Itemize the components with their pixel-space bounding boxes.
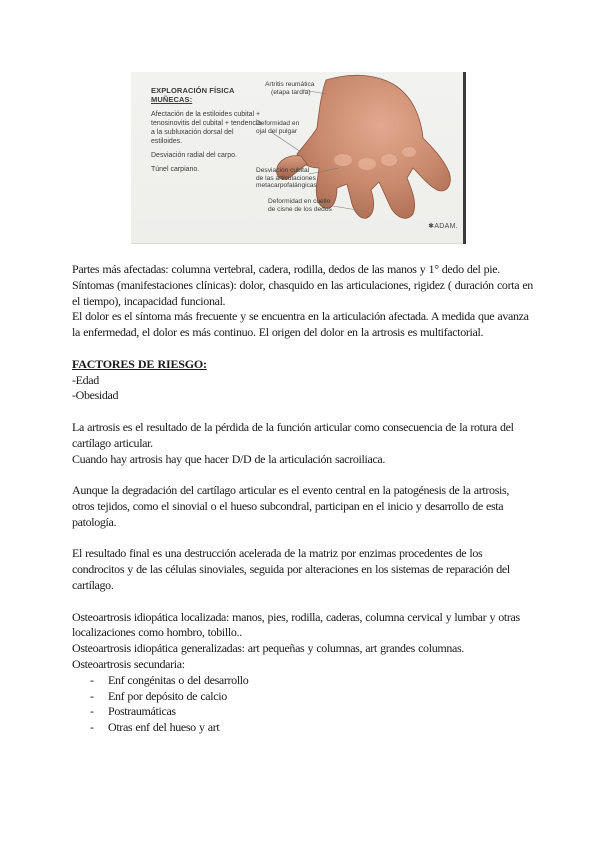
list-item <box>72 704 534 720</box>
label-line: Artritis reumática <box>265 81 315 88</box>
label-line: Deformidad en <box>256 120 300 127</box>
spacer <box>72 594 534 610</box>
risk-item-obesidad: -Obesidad <box>72 388 119 403</box>
list-item <box>72 720 534 736</box>
knuckle <box>334 154 352 166</box>
paragraph-degradacion: Aunque la degradación del cartílago articular es el evento central en la patogénesis de la artrosis, otros tejidos, como el sinovial o el hueso subcondral, participan en el inicio y desarrollo de esta patología. <box>72 483 509 529</box>
spacer <box>72 531 534 547</box>
logo-text: ADAM. <box>434 223 458 230</box>
label-desviacion <box>256 167 317 190</box>
label-ojal <box>256 120 299 135</box>
hand-figure <box>131 72 466 244</box>
knuckle <box>381 154 397 166</box>
knuckle <box>358 158 376 170</box>
figure-caption-item: Túnel carpiano. <box>151 166 200 173</box>
logo-mark-icon: ✱ <box>428 223 435 230</box>
paragraph-partes: Partes más afectadas: columna vertebral, cadera, rodilla, dedos de las manos y 1° dedo del pie. <box>72 262 500 276</box>
paragraph-localizada: Osteoartrosis idiopática localizada: manos, pies, rodilla, caderas, columna cervical y lumbar y otras localizaciones como hombro, tobillo.. <box>72 609 520 640</box>
paragraph-secundaria: Osteoartrosis secundaria: <box>72 656 185 671</box>
dash-mark: - <box>90 704 94 719</box>
list-item-text: Enf por depósito de calcio <box>108 688 227 703</box>
pointer-line <box>271 132 301 152</box>
dash-mark: - <box>90 720 94 735</box>
label-line: Deformidad en cuello <box>268 198 331 205</box>
paragraph-generalizadas: Osteoartrosis idiopática generalizadas: art pequeñas y columnas, art grandes columnas. <box>72 641 464 656</box>
list-item <box>72 689 534 705</box>
spacer <box>72 404 534 420</box>
list-item-text: Enf congénitas o del desarrollo <box>108 672 249 687</box>
label-line: de las articulaciones <box>256 174 316 182</box>
figure-caption-item: Afectación de la estiloides cubital + tenosinovitis del cubital + tendencia a la subluxación dorsal del estiloides. <box>151 111 262 145</box>
figure-title-line2: MUÑECAS: <box>151 95 193 104</box>
hand-illustration <box>131 72 466 244</box>
risk-item-edad: -Edad <box>72 372 99 387</box>
document-body <box>72 262 534 736</box>
label-line: ojal del pulgar <box>256 127 298 135</box>
paragraph-dolor: El dolor es el síntoma más frecuente y se encuentra en la articulación afectada. A medida que avanza la enfermedad, el dolor es más continuo. El origen del dolor en la artrosis es multifactorial. <box>72 309 529 340</box>
paragraph-sintomas: Síntomas (manifestaciones clínicas): dolor, chasquido en las articulaciones, rigidez ( duración corta en el tiempo), incapacidad funcional. <box>72 277 533 308</box>
spacer <box>72 467 534 483</box>
spacer <box>72 341 534 357</box>
label-artritis <box>265 81 314 96</box>
label-line: de cisne de los dedos <box>268 205 332 213</box>
label-cuello-cisne <box>268 198 332 213</box>
knuckle <box>402 147 416 157</box>
figure-title-line1: EXPLORACIÓN FÍSICA <box>151 86 235 95</box>
paragraph-resultado: El resultado final es una destrucción acelerada de la matriz por enzimas procedentes de los condrocitos y de las células sinoviales, seguida por alteraciones en los sistemas de reparación del cartílago. <box>72 546 510 592</box>
label-line: (etapa tardía) <box>271 88 311 96</box>
hand-shape <box>297 75 450 218</box>
list-item-text: Postraumáticas <box>108 704 176 719</box>
list-item <box>72 673 534 689</box>
label-line: Desviación cubital <box>256 167 310 174</box>
secundaria-list <box>72 673 534 736</box>
paragraph-artrosis: La artrosis es el resultado de la pérdida de la función articular como consecuencia de la rotura del cartílago articular. <box>72 419 514 450</box>
paragraph-dd: Cuando hay artrosis hay que hacer D/D de la articulación sacroiliaca. <box>72 451 386 466</box>
heading-factores-riesgo: FACTORES DE RIESGO: <box>72 356 207 371</box>
dash-mark: - <box>90 688 94 703</box>
label-line: metacarpofalángicas <box>256 182 317 189</box>
figure-caption-item: Desviación radial del carpo. <box>151 152 237 159</box>
adam-logo <box>428 222 458 230</box>
list-item-text: Otras enf del hueso y art <box>108 720 220 735</box>
dash-mark: - <box>90 672 94 687</box>
